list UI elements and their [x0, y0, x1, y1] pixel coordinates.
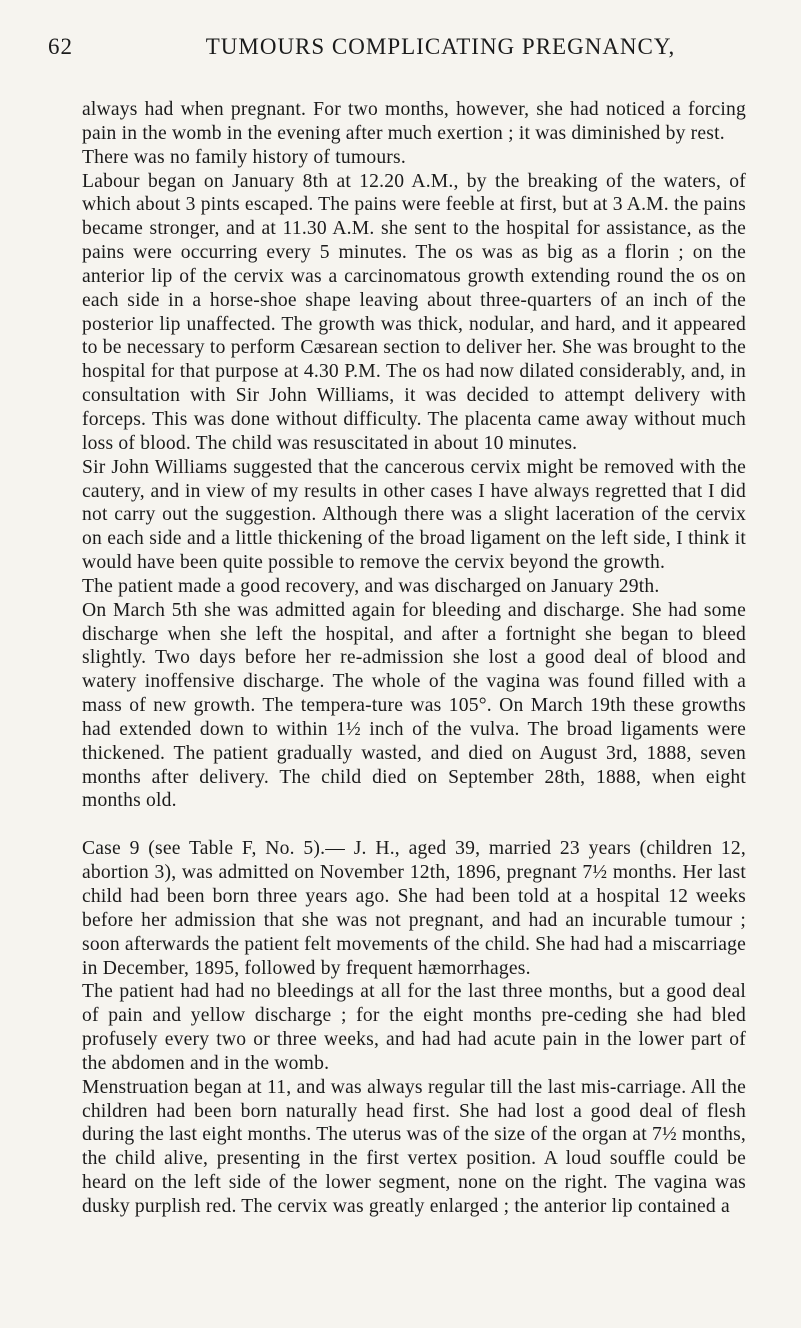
page-header — [48, 34, 753, 66]
paragraph-family-history: There was no family history of tumours. — [82, 146, 406, 168]
section-gap — [82, 813, 746, 837]
body-text — [82, 98, 746, 1219]
running-title: TUMOURS COMPLICATING PREGNANCY, — [205, 34, 676, 59]
paragraph-case-9-menstruation: Menstruation began at 11, and was always regular till the last mis-carriage. All the children had been born naturally head first. She had lost a good deal of flesh during the last eight months. The uterus was of the size of the organ at 7½ months, the child alive, presenting in the first vertex position. A loud souffle could be heard on the left side of the lower segment, none on the right. The vagina was dusky purplish red. The cervix was greatly enlarged ; the anterior lip contained a — [82, 1076, 746, 1217]
paragraph-readmission: On March 5th she was admitted again for bleeding and discharge. She had some discharge when she left the hospital, and after a fortnight she began to bleed slightly. Two days before her re-admission she lost a good deal of blood and watery inoffensive discharge. The whole of the vagina was found filled with a mass of new growth. The tempera-ture was 105°. On March 19th these growths had extended down to within 1½ inch of the vulva. The broad ligaments were thickened. The patient gradually wasted, and died on August 3rd, 1888, seven months after delivery. The child died on September 28th, 1888, when eight months old. — [82, 599, 746, 812]
page-number: 62 — [48, 34, 73, 59]
paragraph-cautery-suggestion: Sir John Williams suggested that the cancerous cervix might be removed with the cautery, and in view of my results in other cases I have always regretted that I did not carry out the suggestion. Although there was a slight laceration of the cervix on each side and a little thickening of the broad ligament on the left side, I think it would have been quite possible to remove the cervix beyond the growth. — [82, 456, 746, 574]
paragraph-case-9-bleeding: The patient had had no bleedings at all for the last three months, but a good deal of pain and yellow discharge ; for the eight months pre-ceding she had bled profusely every two or three weeks, and had had acute pain in the lower part of the abdomen and in the womb. — [82, 981, 746, 1074]
paragraph-continuation: always had when pregnant. For two months, however, she had noticed a forcing pain in the womb in the evening after much exertion ; it was diminished by rest. — [82, 99, 746, 144]
paragraph-recovery: The patient made a good recovery, and was discharged on January 29th. — [82, 575, 660, 597]
paragraph-case-9: Case 9 (see Table F, No. 5).— J. H., aged 39, married 23 years (children 12, abortion 3), was admitted on November 12th, 1896, pregnant 7½ months. Her last child had been born three years ago. She had been told at a hospital 12 weeks before her admission that she was not pregnant, and had an incurable tumour ; soon afterwards the patient felt movements of the child. She had had a miscarriage in December, 1895, followed by frequent hæmorrhages. — [82, 838, 746, 979]
paragraph-labour: Labour began on January 8th at 12.20 A.M., by the breaking of the waters, of which about 3 pints escaped. The pains were feeble at first, but at 3 A.M. the pains became stronger, and at 11.30 A.M. she sent to the hospital for assistance, as the pains were occurring every 5 minutes. The os was as big as a florin ; on the anterior lip of the cervix was a carcinomatous growth extending round the os on each side in a horse-shoe shape leaving about three-quarters of an inch of the posterior lip unaffected. The growth was thick, nodular, and hard, and it appeared to be necessary to perform Cæsarean section to deliver her. She was brought to the hospital for that purpose at 4.30 P.M. The os had now dilated considerably, and, in consultation with Sir John Williams, it was decided to attempt delivery with forceps. This was done without difficulty. The placenta came away without much loss of blood. The child was resuscitated in about 10 minutes. — [82, 170, 746, 454]
